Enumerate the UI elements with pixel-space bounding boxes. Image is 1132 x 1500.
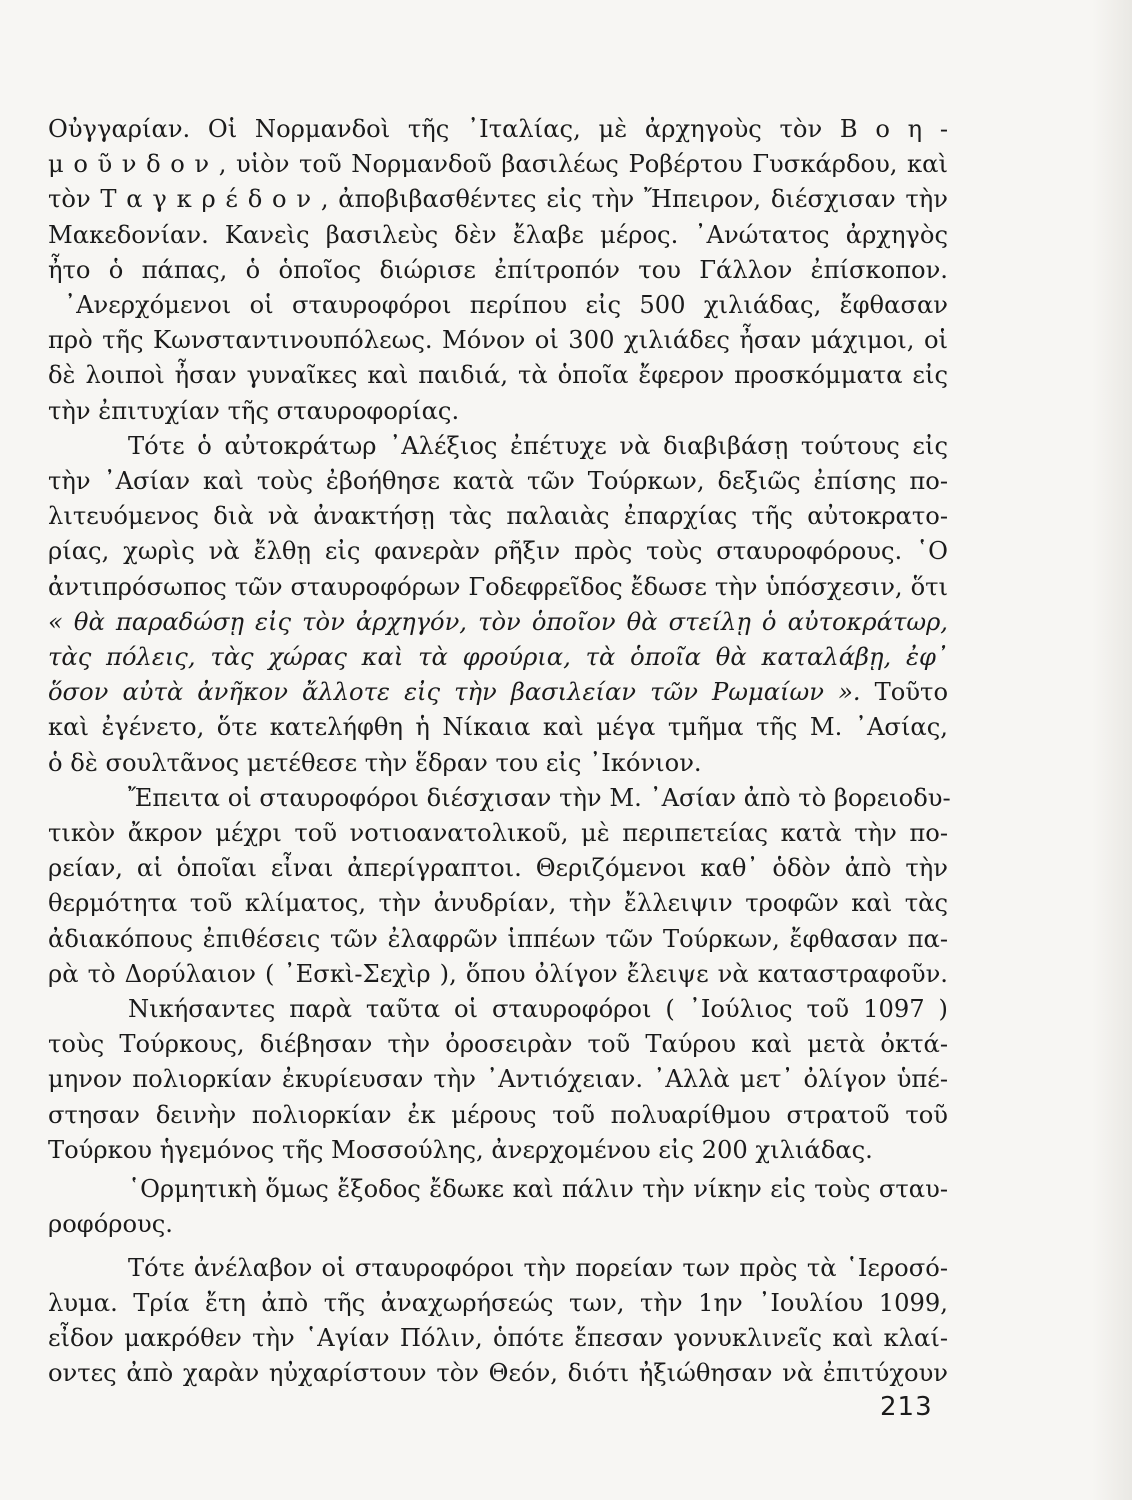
paragraph-6 xyxy=(48,1251,948,1392)
text-line: ροφόρους. xyxy=(48,1210,174,1239)
text-line: Οὐγγαρίαν. Οἱ Νορμανδοὶ τῆς ᾿Ιταλίας, μὲ ἀρχηγοὺς τὸν Β ο η - xyxy=(48,115,948,143)
text-line: Μακεδονίαν. Κανεὶς βασιλεὺς δὲν ἔλαβε μέρος. ᾿Ανώτατος ἀρχηγὸς xyxy=(48,220,948,249)
paragraph-1 xyxy=(48,112,948,429)
text-line: ἀδιακόπους ἐπιθέσεις τῶν ἐλαφρῶν ἱππέων τῶν Τούρκων, ἔφθασαν πα- xyxy=(48,924,948,953)
quote-line: « θὰ παραδώσῃ εἰς τὸν ἀρχηγόν, τὸν ὁποῖον θὰ στείλῃ ὁ αὐτοκράτωρ, xyxy=(48,607,948,636)
text-line: ἦτο ὁ πάπας, ὁ ὁποῖος διώρισε ἐπίτροπόν του Γάλλον ἐπίσκοπον. xyxy=(48,255,948,284)
text-line: καὶ ἐγένετο, ὅτε κατελήφθη ἡ Νίκαια καὶ μέγα τμῆμα τῆς Μ. ᾿Ασίας, xyxy=(48,713,948,742)
text-line: τὸν Τ α γ κ ρ έ δ ο ν , ἀποβιβασθέντες εἰς τὴν Ἤπειρον, διέσχισαν τὴν xyxy=(48,185,948,214)
text-line: ρίας, χωρὶς νὰ ἔλθῃ εἰς φανερὰν ρῆξιν πρὸς τοὺς σταυροφόρους. ῾Ο xyxy=(48,537,948,566)
text-line: τὴν ἐπιτυχίαν τῆς σταυροφορίας. xyxy=(48,396,460,425)
paragraph-2 xyxy=(48,429,948,781)
text-line: ὁ δὲ σουλτᾶνος μετέθεσε τὴν ἕδραν του εἰς ᾿Ικόνιον. xyxy=(48,748,702,777)
text-line: στησαν δεινὴν πολιορκίαν ἐκ μέρους τοῦ πολυαρίθμου στρατοῦ τοῦ xyxy=(48,1100,948,1129)
text-line: λυμα. Τρία ἔτη ἀπὸ τῆς ἀναχωρήσεώς των, τὴν 1ην ᾿Ιουλίου 1099, xyxy=(48,1288,948,1317)
quote-continuation: Τοῦτο xyxy=(860,678,949,707)
text-line: μηνον πολιορκίαν ἐκυρίευσαν τὴν ᾿Αντιόχειαν. ᾿Αλλὰ μετ᾿ ὀλίγον ὑπέ- xyxy=(48,1065,948,1094)
page-number: 213 xyxy=(880,1392,933,1422)
text-line: ᾿Ανερχόμενοι οἱ σταυροφόροι περίπου εἰς 500 χιλιάδας, ἔφθασαν xyxy=(64,291,948,320)
text-line: οντες ἀπὸ χαρὰν ηὐχαρίστουν τὸν Θεόν, διότι ἠξιώθησαν νὰ ἐπιτύχουν xyxy=(48,1359,948,1388)
text-line: Τότε ἀνέλαβον οἱ σταυροφόροι τὴν πορείαν των πρὸς τὰ ῾Ιεροσό- xyxy=(128,1253,948,1282)
paragraph-4 xyxy=(48,992,948,1168)
page-edge-shadow xyxy=(1092,0,1132,1500)
paragraph-5 xyxy=(48,1172,948,1242)
quote-line-end: ὅσον αὐτὰ ἀνῆκον ἄλλοτε εἰς τὴν βασιλείαν τῶν Ρωμαίων ». xyxy=(48,678,861,707)
text-line: δὲ λοιποὶ ἦσαν γυναῖκες καὶ παιδιά, τὰ ὁποῖα ἔφερον προσκόμματα εἰς xyxy=(48,361,948,390)
text-line: Τότε ὁ αὐτοκράτωρ ᾿Αλέξιος ἐπέτυχε νὰ διαβιβάσῃ τούτους εἰς xyxy=(128,431,948,460)
text-line: πρὸ τῆς Κωνσταντινουπόλεως. Μόνον οἱ 300 χιλιάδες ἦσαν μάχιμοι, οἱ xyxy=(48,326,948,355)
paragraph-3 xyxy=(48,781,951,992)
text-line: τοὺς Τούρκους, διέβησαν τὴν ὀροσειρὰν τοῦ Ταύρου καὶ μετὰ ὀκτά- xyxy=(48,1030,948,1059)
text-line: ῾Ορμητικὴ ὅμως ἔξοδος ἔδωκε καὶ πάλιν τὴν νίκην εἰς τοὺς σταυ- xyxy=(128,1175,948,1204)
text-line: Τούρκου ἡγεμόνος τῆς Μοσσούλης, ἀνερχομένου εἰς 200 χιλιάδας. xyxy=(48,1135,873,1164)
body-text xyxy=(48,112,951,1391)
text-line: Ἔπειτα οἱ σταυροφόροι διέσχισαν τὴν Μ. ᾿Ασίαν ἀπὸ τὸ βορειοδυ- xyxy=(128,783,951,812)
text-line: ἀντιπρόσωπος τῶν σταυροφόρων Γοδεφρεῖδος ἔδωσε τὴν ὑπόσχεσιν, ὅτι xyxy=(48,572,948,601)
text-line: μ ο ῦ ν δ ο ν , υἱὸν τοῦ Νορμανδοῦ βασιλέως Ροβέρτου Γυσκάρδου, καὶ xyxy=(48,150,948,179)
text-line: τὴν ᾿Ασίαν καὶ τοὺς ἐβοήθησε κατὰ τῶν Τούρκων, δεξιῶς ἐπίσης πο- xyxy=(48,467,948,496)
text-line: εἶδον μακρόθεν τὴν ῾Αγίαν Πόλιν, ὁπότε ἔπεσαν γονυκλινεῖς καὶ κλαί- xyxy=(48,1323,948,1352)
text-line: ρείαν, αἱ ὁποῖαι εἶναι ἀπερίγραπτοι. Θεριζόμενοι καθ᾿ ὁδὸν ἀπὸ τὴν xyxy=(48,854,948,883)
text-line xyxy=(48,675,948,710)
text-line: λιτευόμενος διὰ νὰ ἀνακτήσῃ τὰς παλαιὰς ἐπαρχίας τῆς αὐτοκρατο- xyxy=(48,502,948,531)
quote-line: τὰς πόλεις, τὰς χώρας καὶ τὰ φρούρια, τὰ ὁποῖα θὰ καταλάβῃ, ἐφ᾿ xyxy=(48,643,948,672)
text-line: Νικήσαντες παρὰ ταῦτα οἱ σταυροφόροι ( ᾿Ιούλιος τοῦ 1097 ) xyxy=(128,995,948,1024)
text-line: τικὸν ἄκρον μέχρι τοῦ νοτιοανατολικοῦ, μὲ περιπετείας κατὰ τὴν πο- xyxy=(48,819,948,848)
text-line: ρὰ τὸ Δορύλαιον ( ᾿Εσκὶ-Σεχὶρ ), ὅπου ὀλίγον ἔλειψε νὰ καταστραφοῦν. xyxy=(48,959,948,988)
text-line: θερμότητα τοῦ κλίματος, τὴν ἀνυδρίαν, τὴν ἔλλειψιν τροφῶν καὶ τὰς xyxy=(48,889,948,918)
